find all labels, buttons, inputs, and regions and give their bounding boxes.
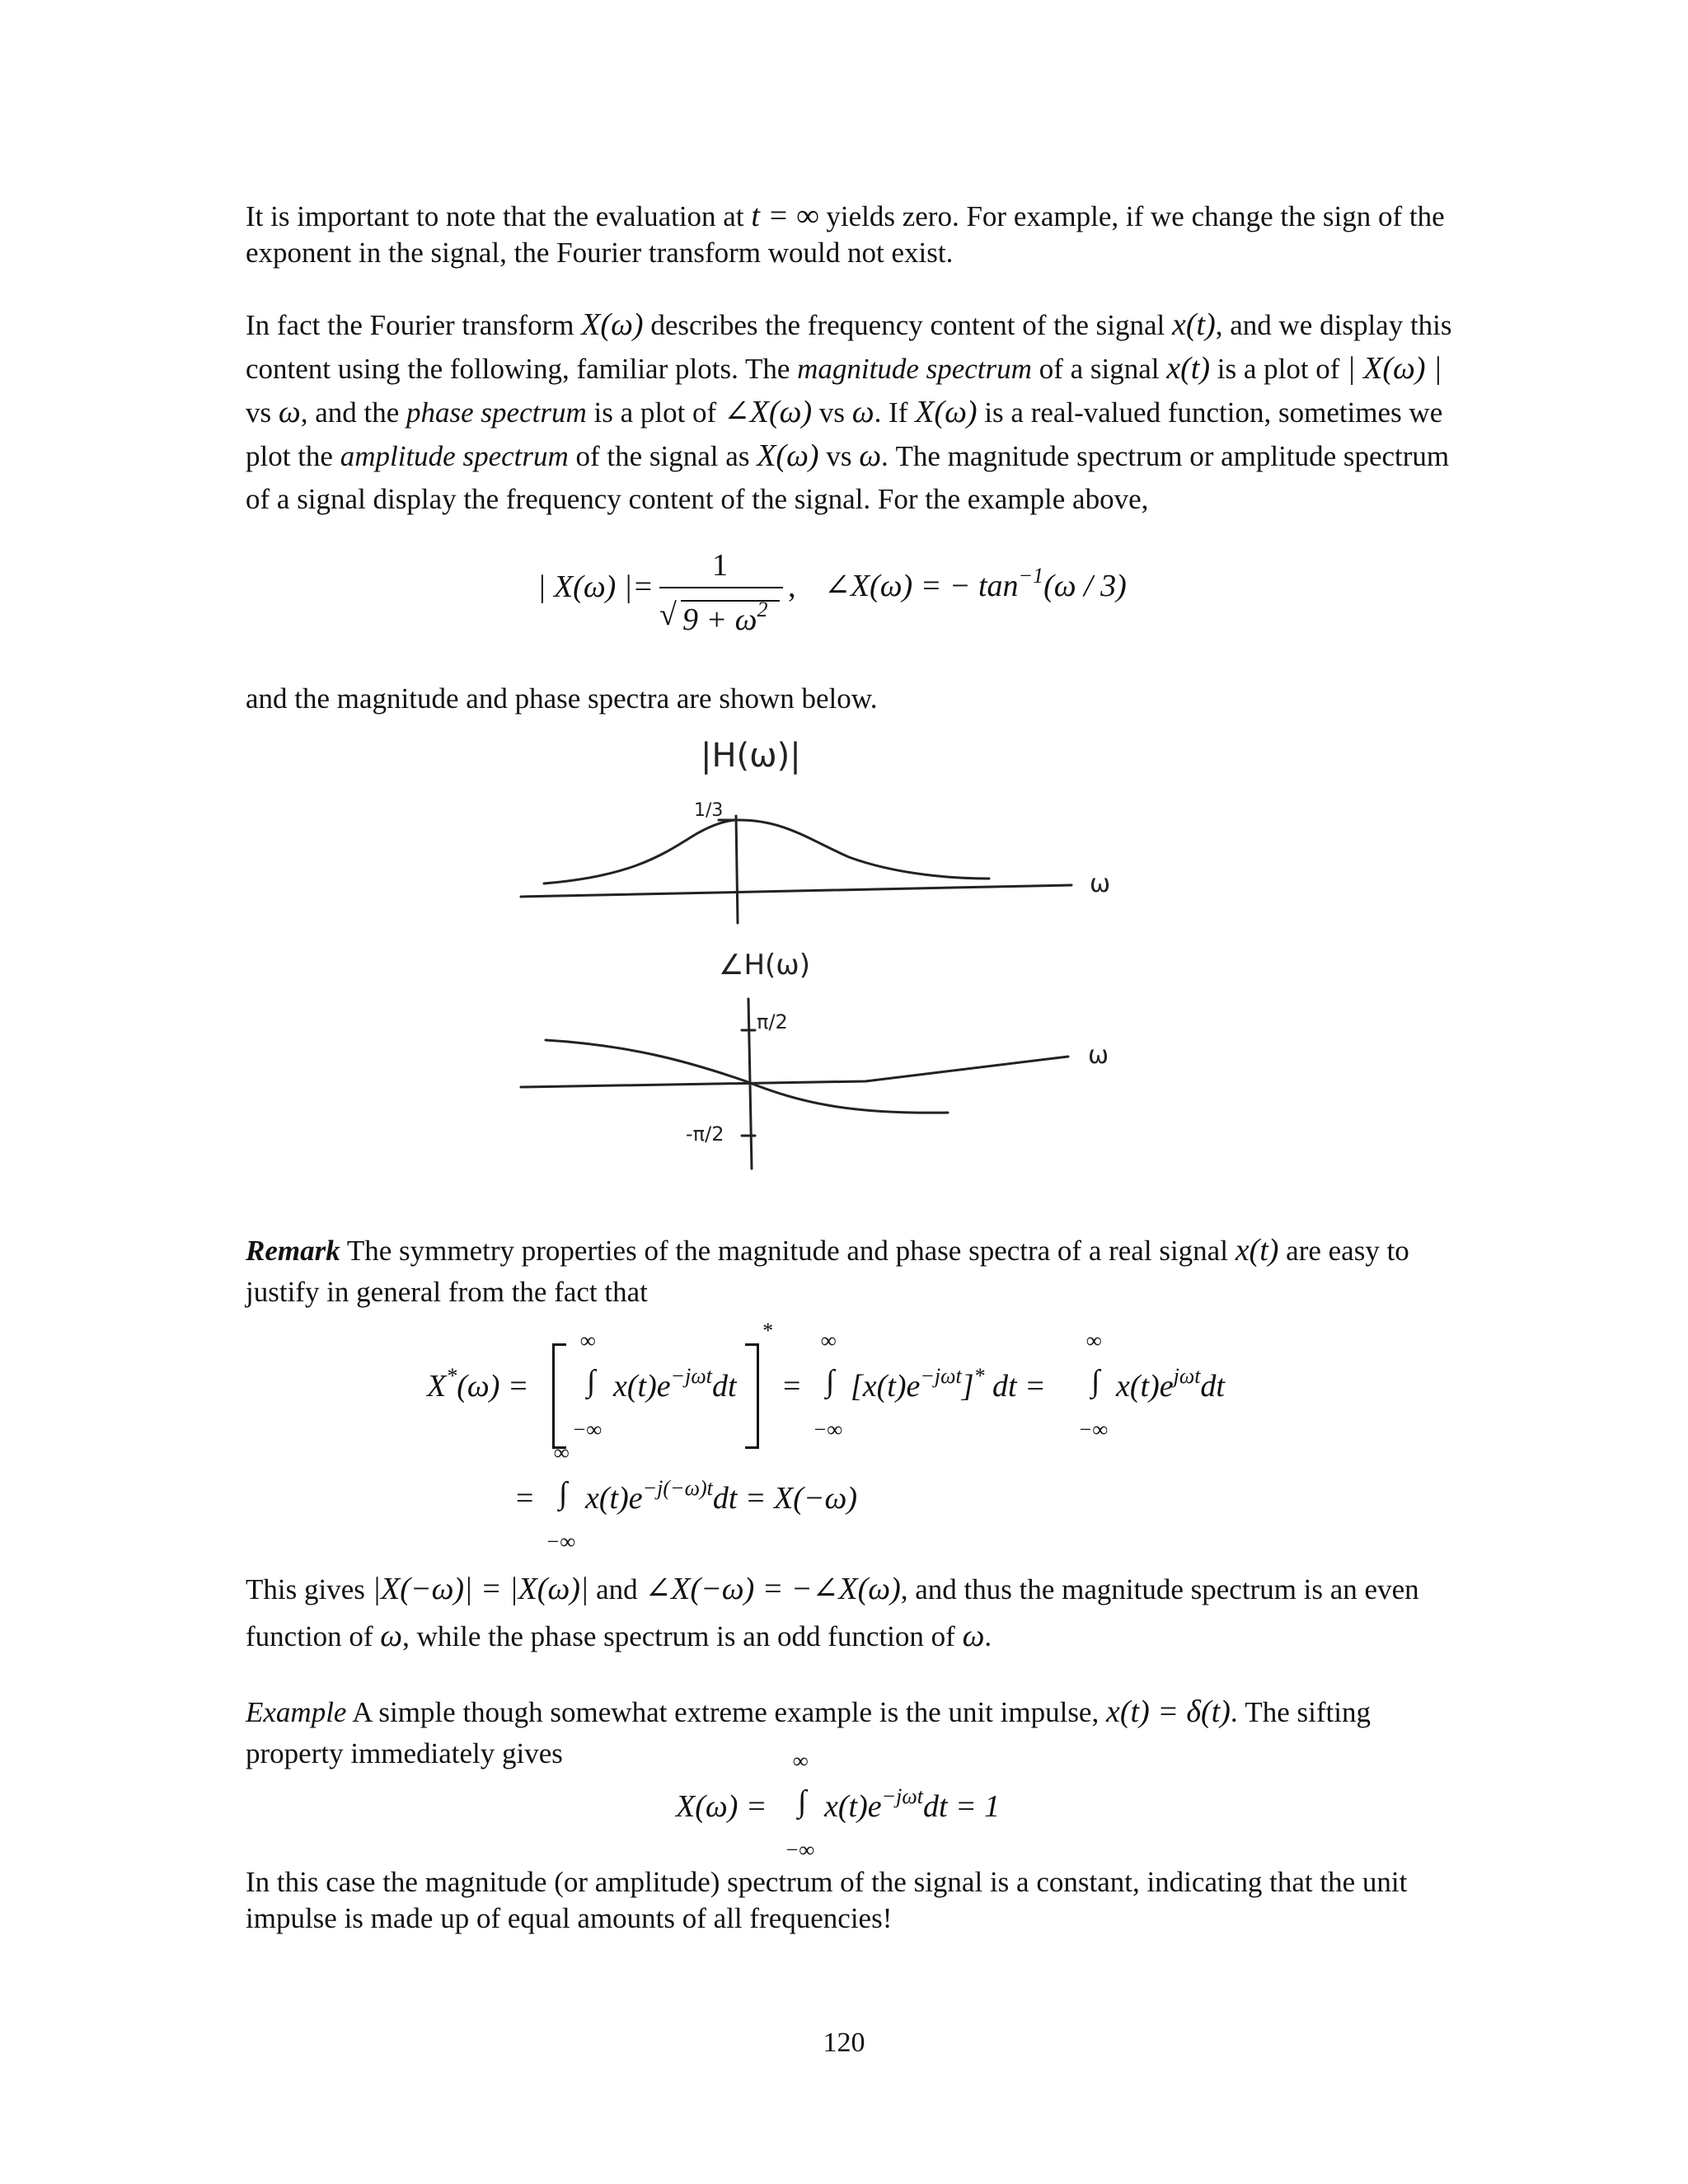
text: , and the — [300, 396, 407, 429]
text: In fact the Fourier transform — [246, 309, 582, 341]
text: It is important to note that the evaluation at — [246, 200, 752, 232]
mag-title: |H(ω)| — [701, 737, 801, 775]
equals-sign: = — [516, 1481, 534, 1516]
text: The symmetry properties of the magnitude and phase spectra of a real signal — [340, 1235, 1236, 1267]
text: is a real-valued function, sometimes we plot the — [246, 396, 1443, 472]
den-exp: 2 — [757, 598, 768, 621]
phase-exp: −1 — [1018, 564, 1044, 588]
mag-curve — [544, 820, 989, 883]
mag-axis-label: ω — [1090, 869, 1111, 898]
integrand-close: ] — [961, 1369, 974, 1404]
bracket-star: * — [762, 1319, 772, 1343]
integrand-exp: −j(−ω)t — [642, 1476, 713, 1500]
math-inline: x(t) — [1172, 307, 1216, 342]
text: vs — [818, 440, 860, 472]
integrand-2 — [851, 1364, 1046, 1404]
integrand-body: x(t)e — [613, 1369, 671, 1404]
upper-limit: ∞ — [1086, 1329, 1102, 1352]
integrand-tail: dt = X(−ω) — [712, 1481, 858, 1516]
eq-comma: , — [788, 569, 796, 604]
integral-sign: ∫ — [798, 1784, 807, 1819]
paragraph-example — [246, 1691, 1457, 1774]
lower-limit: −∞ — [785, 1838, 815, 1862]
text: , and we display this content using the following, familiar plots. The — [246, 309, 1452, 385]
math-inline: t = ∞ — [751, 199, 819, 233]
italic-term: magnitude spectrum — [797, 353, 1032, 385]
phase-top-label: π/2 — [757, 1010, 788, 1033]
integral-sign: ∫ — [826, 1364, 835, 1399]
text: of the signal as — [568, 440, 757, 472]
math-inline: ω — [278, 395, 301, 429]
math-inline: X(ω) — [915, 395, 978, 429]
math-inline: ω — [380, 1619, 403, 1653]
math-inline: X(ω) — [581, 307, 644, 342]
integral-sign: ∫ — [587, 1364, 596, 1399]
math-inline: x(t) — [1235, 1233, 1279, 1268]
integrand-dt: dt — [711, 1369, 737, 1404]
right-bracket — [745, 1343, 759, 1449]
lower-limit: −∞ — [546, 1530, 576, 1554]
phase-bottom-label: -π/2 — [686, 1122, 724, 1146]
phase-horizontal-axis — [521, 1057, 1068, 1087]
equals-sign: = — [783, 1369, 801, 1404]
integrand-exp: −jωt — [670, 1364, 712, 1388]
integrand-dt: dt = — [992, 1369, 1046, 1404]
lower-limit: −∞ — [813, 1418, 843, 1441]
text: vs — [812, 396, 852, 429]
math-inline: ∠X(−ω) = −∠X(ω) — [645, 1572, 901, 1606]
paragraph-remark — [246, 1230, 1457, 1313]
italic-term: phase spectrum — [406, 396, 587, 429]
page-number: 120 — [823, 2027, 865, 2058]
phase-text: ∠X(ω) = − tan — [824, 569, 1019, 603]
mag-horizontal-axis — [521, 885, 1071, 897]
eq-lhs: | X(ω) |= — [537, 569, 654, 604]
math-inline: ∠X(ω) — [723, 395, 813, 429]
left-bracket — [552, 1343, 566, 1449]
paragraph-spectra-shown: and the magnitude and phase spectra are shown below. — [246, 682, 878, 715]
phase-arg: (ω / 3) — [1043, 569, 1127, 603]
lower-limit: −∞ — [1078, 1418, 1109, 1441]
lhs-arg: (ω) = — [457, 1369, 529, 1404]
text: . The magnitude spectrum or amplitude spectrum of a signal display the frequency content of the signal. For the example above, — [246, 440, 1450, 515]
text: are easy to justify in general from the fact that — [246, 1235, 1409, 1308]
eq4-lhs: X(ω) = — [676, 1789, 767, 1824]
mag-peak-label: 1/3 — [694, 800, 724, 821]
integrand-body: x(t)e — [824, 1789, 882, 1824]
upper-limit: ∞ — [554, 1441, 570, 1465]
phase-title: ∠H(ω) — [719, 949, 811, 982]
eq-numerator: 1 — [712, 548, 728, 583]
integrand-tail: dt = 1 — [922, 1789, 1001, 1824]
upper-limit: ∞ — [821, 1329, 837, 1352]
integrand-body: x(t)e — [1116, 1369, 1174, 1404]
lhs-symbol: X — [427, 1369, 447, 1404]
text: . — [984, 1620, 992, 1652]
integrand-1 — [613, 1364, 737, 1404]
integrand — [585, 1476, 858, 1516]
math-inline: ω — [962, 1619, 985, 1653]
sqrt-sign: √ — [659, 598, 677, 632]
text: , while the phase spectrum is an odd function of — [402, 1620, 963, 1652]
upper-limit: ∞ — [793, 1749, 809, 1773]
text: . The sifting property immediately gives — [246, 1696, 1372, 1769]
text: . If — [874, 396, 916, 429]
math-inline: x(t) — [1166, 351, 1210, 386]
text: is a plot of — [586, 396, 724, 429]
text: A simple though somewhat extreme example is the unit impulse, — [346, 1696, 1106, 1728]
lower-limit: −∞ — [572, 1418, 603, 1441]
text: of a signal — [1031, 353, 1167, 385]
paragraph-impulse-conclusion: In this case the magnitude (or amplitude) spectrum of the signal is a constant, indicating that the unit impulse is made up of equal amounts of all frequencies! — [246, 1866, 1408, 1934]
integrand-dt: dt — [1200, 1369, 1225, 1404]
text: is a plot of — [1209, 353, 1348, 385]
math-inline: x(t) = δ(t) — [1105, 1694, 1231, 1729]
phase-axis-label: ω — [1088, 1041, 1109, 1070]
integrand-exp: −jωt — [920, 1364, 962, 1388]
integrand-exp: jωt — [1173, 1364, 1201, 1388]
text: yields zero. For example, if we change the sign of the exponent in the signal, the Fourier transform would not exist. — [246, 200, 1445, 269]
text: This gives — [246, 1573, 373, 1605]
math-inline: |X(−ω)| = |X(ω)| — [372, 1572, 589, 1606]
text: vs — [246, 396, 279, 429]
integrand-exp: −jωt — [881, 1784, 923, 1808]
eq2-lhs — [427, 1364, 529, 1404]
integrand-body: x(t)e — [585, 1481, 643, 1516]
integral-sign: ∫ — [1091, 1364, 1100, 1399]
den-text: 9 + ω — [682, 602, 757, 637]
upper-limit: ∞ — [580, 1329, 596, 1352]
example-label: Example — [246, 1696, 347, 1728]
math-inline: X(ω) — [757, 438, 819, 473]
mag-vertical-axis — [736, 816, 738, 923]
phase-curve — [546, 1040, 948, 1113]
italic-term: amplitude spectrum — [340, 440, 569, 472]
paragraph-symmetry — [246, 1566, 1457, 1660]
integrand-body: [x(t)e — [851, 1369, 921, 1404]
integrand-3 — [1116, 1364, 1225, 1404]
math-inline: ω — [859, 438, 882, 473]
text: , and thus the magnitude spectrum is an even function of — [246, 1573, 1419, 1652]
text: describes the frequency content of the signal — [643, 309, 1173, 341]
integral-sign: ∫ — [559, 1476, 568, 1511]
integrand-star: * — [973, 1364, 985, 1388]
lhs-star: * — [446, 1364, 457, 1388]
math-inline: | X(ω) | — [1347, 351, 1442, 386]
text: and — [588, 1573, 645, 1605]
math-inline: ω — [851, 395, 874, 429]
remark-label: Remark — [246, 1235, 340, 1267]
integrand — [824, 1784, 1001, 1825]
